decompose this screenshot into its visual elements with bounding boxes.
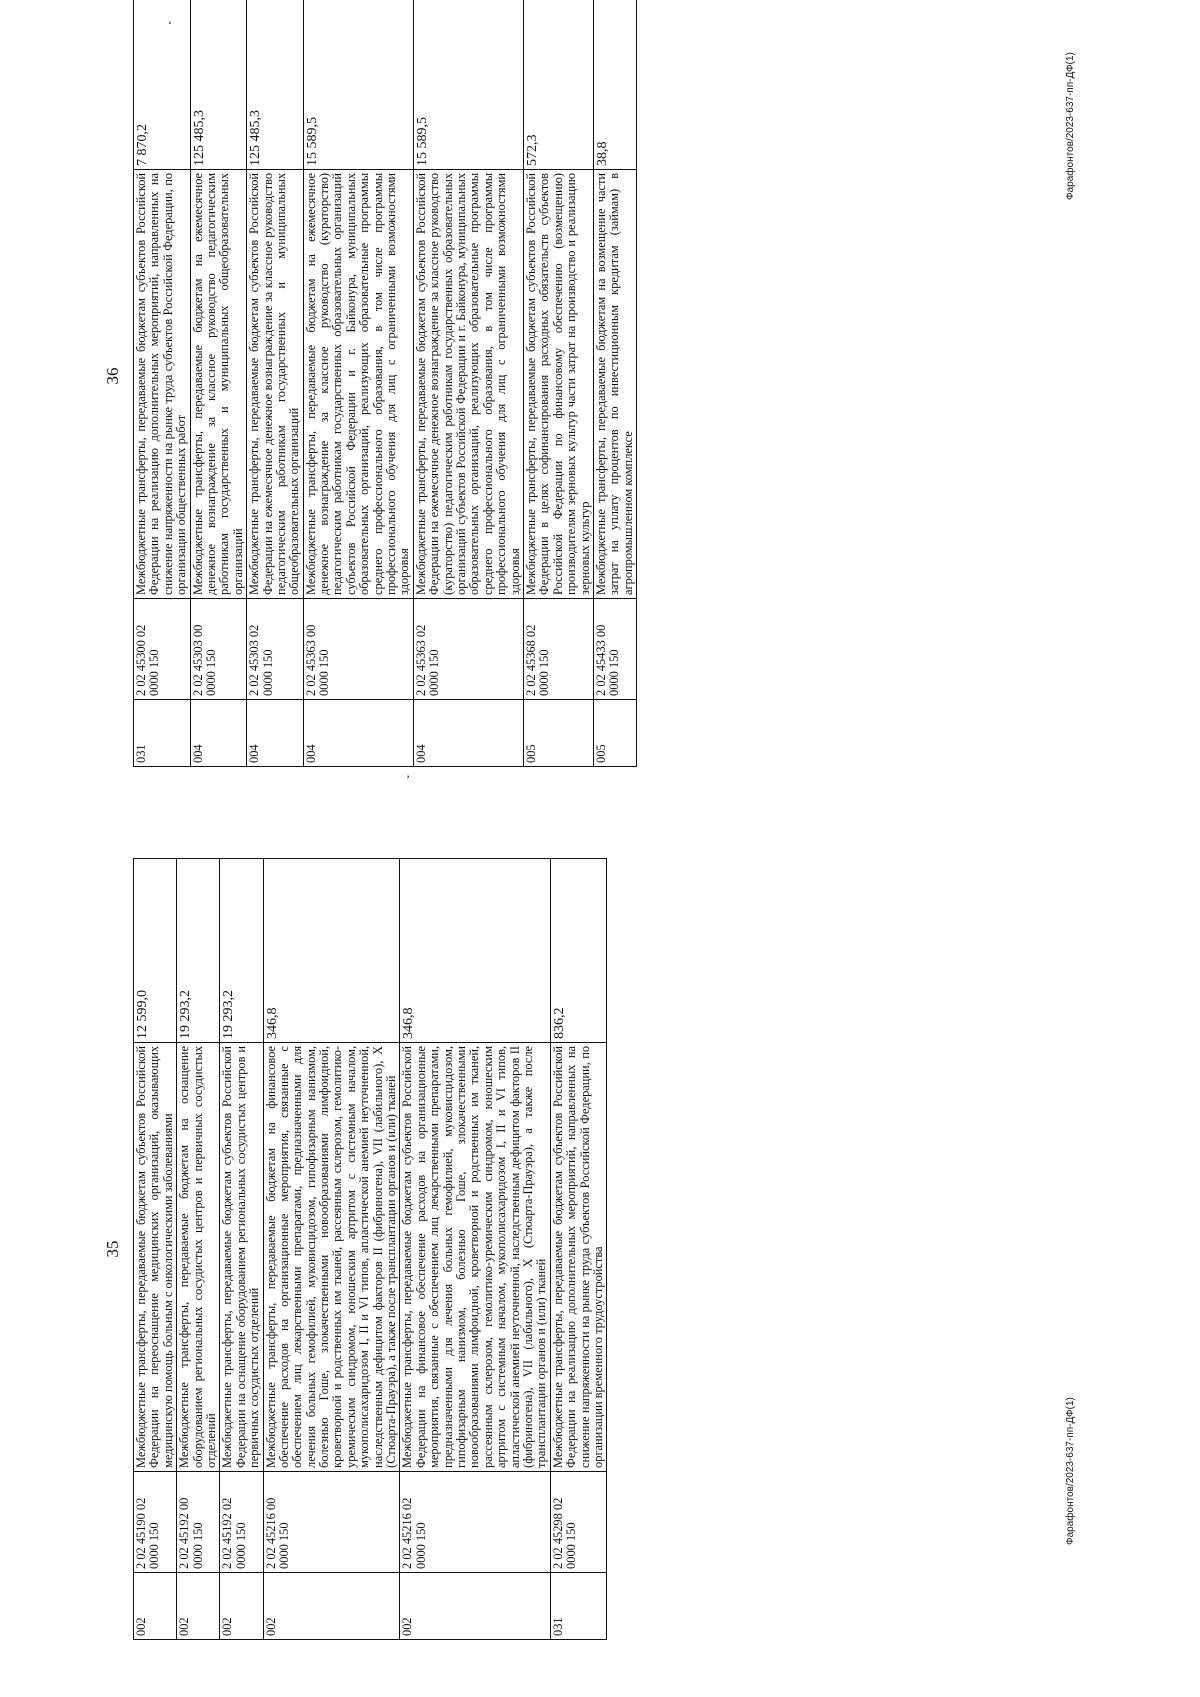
amount-cell: 125 485,3 xyxy=(247,0,304,169)
table-row xyxy=(190,0,247,767)
income-name-cell: Межбюджетные трансферты, передаваемые бюджетам на ежемесячное денежное вознаграждение за классное руководство (кураторство) педагогическим работникам государственных образовательных организаций субъектов Российской Федерации и г. Байконура, муниципальных образовательных организаций, реализующих образовательные программы среднего профессионального образования, в том числе программы профессионального обучения для лиц с ограниченными возможностями здоровья xyxy=(303,169,413,598)
table-row xyxy=(550,859,607,1640)
income-name-cell: Межбюджетные трансферты, передаваемые бюджетам на оснащение оборудованием региональных сосудистых центров и первичных сосудистых отделений xyxy=(177,1042,220,1471)
budget-code-cell: 2 02 45216 00 0000 150 xyxy=(263,1471,400,1572)
budget-code-cell: 2 02 45216 02 0000 150 xyxy=(400,1471,550,1572)
income-name-cell: Межбюджетные трансферты, передаваемые бюджетам субъектов Российской Федерации на реализацию дополнительных мероприятий, направленных на снижение напряженности на рынке труда субъектов Российской Федерации, по организации общественных работ xyxy=(134,169,191,598)
amount-cell: 836,2 xyxy=(550,859,607,1043)
income-name-cell: Межбюджетные трансферты, передаваемые бюджетам субъектов Российской Федерации на переоснащение медицинских организаций, оказывающих медицинскую помощь больным с онкологическими заболеваниями xyxy=(134,1042,177,1471)
budget-code-cell: 2 02 45300 02 0000 150 xyxy=(134,598,191,699)
page-36-footer: Фарафонтов/2023-637-пп-ДФ(1) xyxy=(1065,52,1076,200)
table-row xyxy=(413,0,523,767)
amount-cell: 15 589,5 xyxy=(413,0,523,169)
scan-mark: ’ xyxy=(406,772,410,786)
table-row xyxy=(263,859,400,1640)
amount-cell: 346,8 xyxy=(400,859,550,1043)
admin-code-cell: 031 xyxy=(134,699,191,766)
budget-code-cell: 2 02 45363 02 0000 150 xyxy=(413,598,523,699)
table-row xyxy=(523,0,593,767)
amount-cell: 38,8 xyxy=(593,0,636,169)
table-row xyxy=(400,859,550,1640)
table-row xyxy=(177,859,220,1640)
admin-code-cell: 004 xyxy=(413,699,523,766)
budget-table xyxy=(133,858,607,1640)
table-row xyxy=(593,0,636,767)
budget-table xyxy=(133,0,637,767)
income-name-cell: Межбюджетные трансферты, передаваемые бюджетам субъектов Российской Федерации на оснащение оборудованием региональных сосудистых центров и первичных сосудистых отделений xyxy=(220,1042,263,1471)
budget-code-cell: 2 02 45303 02 0000 150 xyxy=(247,598,304,699)
admin-code-cell: 002 xyxy=(263,1572,400,1639)
income-name-cell: Межбюджетные трансферты, передаваемые бюджетам субъектов Российской Федерации в целях софинансирования расходных обязательств субъектов Российской Федерации по финансовому обеспечению (возмещению) производителям зерновых культур части затрат на производство и реализацию зерновых культур xyxy=(523,169,593,598)
amount-cell: 7 870,2 xyxy=(134,0,191,169)
amount-cell: 15 589,5 xyxy=(303,0,413,169)
budget-code-cell: 2 02 45298 02 0000 150 xyxy=(550,1471,607,1572)
table-row xyxy=(134,859,177,1640)
amount-cell: 572,3 xyxy=(523,0,593,169)
admin-code-cell: 005 xyxy=(523,699,593,766)
table-row xyxy=(134,0,191,767)
budget-code-cell: 2 02 45368 02 0000 150 xyxy=(523,598,593,699)
amount-cell: 346,8 xyxy=(263,859,400,1043)
admin-code-cell: 004 xyxy=(190,699,247,766)
amount-cell: 19 293,2 xyxy=(177,859,220,1043)
admin-code-cell: 002 xyxy=(177,1572,220,1639)
table-row xyxy=(303,0,413,767)
admin-code-cell: 002 xyxy=(220,1572,263,1639)
income-name-cell: Межбюджетные трансферты, передаваемые бюджетам субъектов Российской Федерации на ежемесячное денежное вознаграждение за классное руководство (кураторство) педагогическим работникам государственных образовательных организаций субъектов Российской Федерации и г. Байконура, муниципальных образовательных организаций, реализующих образовательные программы среднего профессионального образования, в том числе программы профессионального обучения для лиц с ограниченными возможностями здоровья xyxy=(413,169,523,598)
budget-code-cell: 2 02 45192 02 0000 150 xyxy=(220,1471,263,1572)
income-name-cell: Межбюджетные трансферты, передаваемые бюджетам на ежемесячное денежное вознаграждение за классное руководство педагогическим работникам государственных и муниципальных общеобразовательных организаций xyxy=(190,169,247,598)
income-name-cell: Межбюджетные трансферты, передаваемые бюджетам на возмещение части затрат на уплату процентов по инвестиционным кредитам (займам) в агропромышленном комплексе xyxy=(593,169,636,598)
budget-code-cell: 2 02 45303 00 0000 150 xyxy=(190,598,247,699)
admin-code-cell: 004 xyxy=(247,699,304,766)
admin-code-cell: 002 xyxy=(134,1572,177,1639)
income-name-cell: Межбюджетные трансферты, передаваемые бюджетам на финансовое обеспечение расходов на организационные мероприятия, связанные с обеспечением лиц лекарственными препаратами, предназначенными для лечения больных гемофилией, муковисцидозом, гипофизарным нанизмом, болезнью Гоше, злокачественными новообразованиями лимфоидной, кроветворной и родственных им тканей, рассеянным склерозом, гемолитико-уремическим синдромом, юношеским артритом с системным началом, мукополисахаридозом I, II и VI типов, апластической анемией неуточненной, наследственным дефицитом факторов II (фибриногена), VII (лабильного), X (Стюарта-Прауэра), а также после трансплантации органов и (или) тканей xyxy=(263,1042,400,1471)
income-name-cell: Межбюджетные трансферты, передаваемые бюджетам субъектов Российской Федерации на финансовое обеспечение расходов на организационные мероприятия, связанные с обеспечением лиц лекарственными препаратами, предназначенными для лечения больных гемофилией, муковисцидозом, гипофизарным нанизмом, болезнью Гоше, злокачественными новообразованиями лимфоидной, кроветворной и родственных им тканей, рассеянным склерозом, гемолитико-уремическим синдромом, юношеским артритом с системным началом, мукополисахаридозом I, II и VI типов, апластической анемией неуточненной, наследственным дефицитом факторов II (фибриногена), VII (лабильного), X (Стюарта-Прауэра), а также после трансплантации органов и (или) тканей xyxy=(400,1042,550,1471)
table-row xyxy=(247,0,304,767)
scan-mark: ‘ xyxy=(168,18,172,32)
table-row xyxy=(220,859,263,1640)
budget-code-cell: 2 02 45192 00 0000 150 xyxy=(177,1471,220,1572)
admin-code-cell: 002 xyxy=(400,1572,550,1639)
budget-code-cell: 2 02 45363 00 0000 150 xyxy=(303,598,413,699)
income-name-cell: Межбюджетные трансферты, передаваемые бюджетам субъектов Российской Федерации на реализацию дополнительных мероприятий, направленных на снижение напряженности на рынке труда субъектов Российской Федерации, по организации временного трудоустройства xyxy=(550,1042,607,1471)
amount-cell: 19 293,2 xyxy=(220,859,263,1043)
admin-code-cell: 031 xyxy=(550,1572,607,1639)
budget-code-cell: 2 02 45433 00 0000 150 xyxy=(593,598,636,699)
page-35 xyxy=(103,858,607,1640)
budget-code-cell: 2 02 45190 02 0000 150 xyxy=(134,1471,177,1572)
amount-cell: 12 599,0 xyxy=(134,859,177,1043)
amount-cell: 125 485,3 xyxy=(190,0,247,169)
page-36 xyxy=(103,0,637,767)
admin-code-cell: 005 xyxy=(593,699,636,766)
admin-code-cell: 004 xyxy=(303,699,413,766)
page-35-footer: Фарафонтов/2023-637-пп-ДФ(1) xyxy=(1065,1397,1076,1545)
page-number: 36 xyxy=(103,367,122,385)
page-number: 35 xyxy=(103,1240,122,1258)
income-name-cell: Межбюджетные трансферты, передаваемые бюджетам субъектов Российской Федерации на ежемесячное денежное вознаграждение за классное руководство педагогическим работникам государственных и муниципальных общеобразовательных организаций xyxy=(247,169,304,598)
